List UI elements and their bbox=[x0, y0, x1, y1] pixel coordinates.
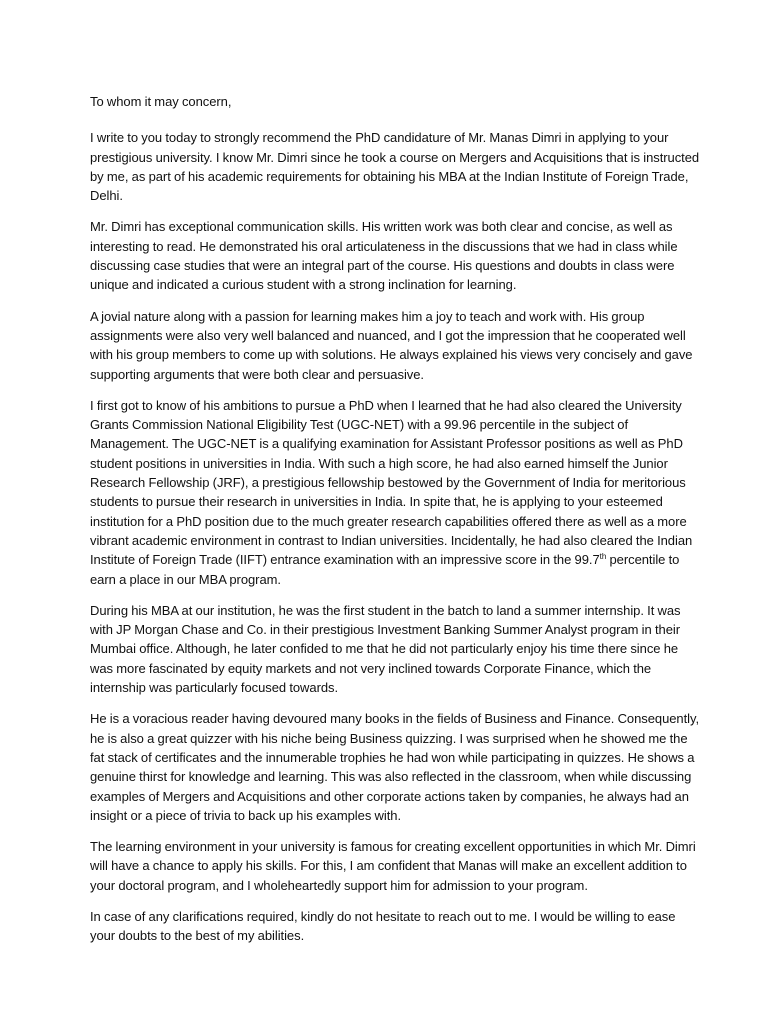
paragraph-phd-ambition bbox=[90, 396, 700, 589]
letter-page bbox=[90, 92, 700, 958]
ambition-text: I first got to know of his ambitions to pursue a PhD when I learned that he had also cleared the University Grants Commission National Eligibility Test (UGC-NET) with a 99.96 percentile in the subject of Management. The UGC-NET is a qualifying examination for Assistant Professor positions as well as PhD student positions in universities in India. With such a high score, he had also earned himself the Junior Research Fellowship (JRF), a prestigious fellowship bestowed by the Government of India for meritorious students to pursue their research in universities in India. In spite that, he is applying to your esteemed institution for a PhD position due to the much greater research capabilities offered there as well as a more vibrant academic environment in contrast to Indian universities. Incidentally, he had also cleared the Indian Institute of Foreign Trade (IIFT) entrance examination with an impressive score in the 99.7 bbox=[90, 397, 693, 568]
paragraph-internship: During his MBA at our institution, he was the first student in the batch to land a summer internship. It was with JP Morgan Chase and Co. in their prestigious Investment Banking Summer Analyst program in their Mumbai office. Although, he later confided to me that he did not particularly enjoy his time there since he was more fascinated by equity markets and not very inclined towards Corporate Finance, which the internship was particularly focused towards. bbox=[90, 602, 681, 696]
paragraph-group-work: A jovial nature along with a passion for learning makes him a joy to teach and work with. His group assignments were also very well balanced and nuanced, and I got the impression that he cooperated well with his group members to come up with solutions. He always explained his views very concisely and gave supporting arguments that were both clear and persuasive. bbox=[90, 308, 693, 382]
paragraph-communication-skills: Mr. Dimri has exceptional communication skills. His written work was both clear and concise, as well as interesting to read. He demonstrated his oral articulateness in the discussions that we had in class while discussing case studies that were an integral part of the course. His questions and doubts in class were unique and indicated a curious student with a strong inclination for learning. bbox=[90, 219, 678, 293]
paragraph-recommendation: The learning environment in your university is famous for creating excellent opportunities in which Mr. Dimri will have a chance to apply his skills. For this, I am confident that Manas will make an excellent addition to your doctoral program, and I wholeheartedly support him for admission to your program. bbox=[90, 839, 696, 893]
ambition-text-end: percentile to earn a place in our MBA program. bbox=[90, 552, 680, 587]
paragraph-introduction: I write to you today to strongly recommend the PhD candidature of Mr. Manas Dimri in applying to your prestigious university. I know Mr. Dimri since he took a course on Mergers and Acquisitions that is instructed by me, as part of his academic requirements for obtaining his MBA at the Indian Institute of Foreign Trade, Delhi. bbox=[90, 130, 700, 204]
ordinal-superscript: th bbox=[599, 552, 607, 562]
paragraph-reader-quizzer: He is a voracious reader having devoured many books in the fields of Business and Finance. Consequently, he is also a great quizzer with his niche being Business quizzing. I was surprised when he showed me the fat stack of certificates and the innumerable trophies he had won while participating in quizzes. He shows a genuine thirst for knowledge and learning. This was also reflected in the classroom, when while discussing examples of Mergers and Acquisitions and other corporate actions taken by companies, he always had an insight or a piece of trivia to back up his examples with. bbox=[90, 711, 700, 823]
paragraph-closing: In case of any clarifications required, kindly do not hesitate to reach out to me. I would be willing to ease your doubts to the best of my abilities. bbox=[90, 908, 676, 944]
letter-salutation: To whom it may concern, bbox=[90, 94, 232, 109]
